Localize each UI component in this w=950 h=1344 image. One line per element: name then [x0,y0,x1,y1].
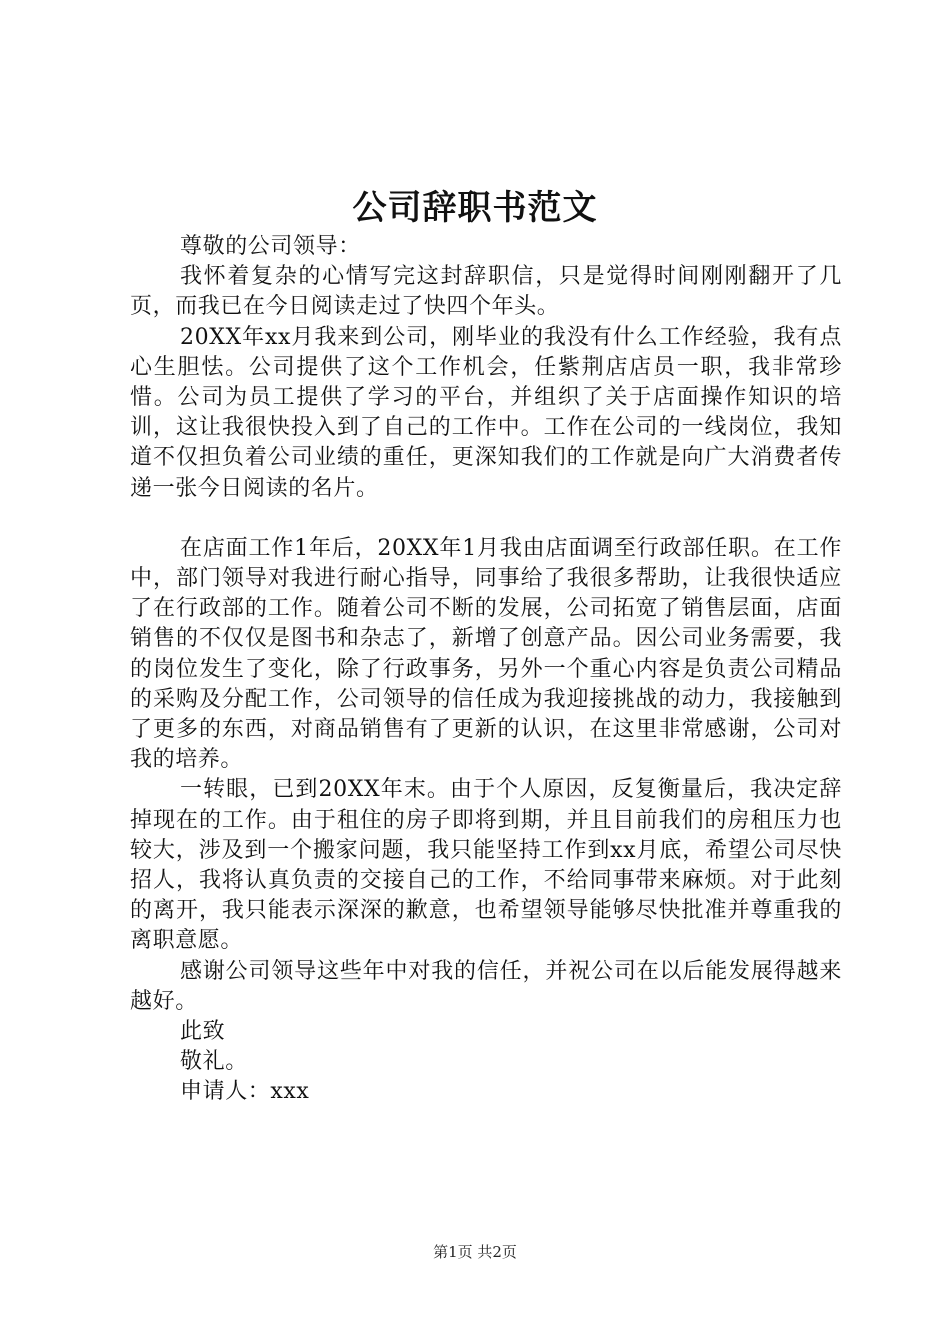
paragraph-thanks: 感谢公司领导这些年中对我的信任，并祝公司在以后能发展得越来越好。 [130,958,842,1014]
document-title: 公司辞职书范文 [352,188,598,228]
salutation: 尊敬的公司领导： [180,234,361,259]
closing-jingli: 敬礼。 [180,1049,248,1075]
paragraph-joining: 20XX年xx月我来到公司，刚毕业的我没有什么工作经验，我有点心生胆怯。公司提供了这个工作机会，任紫荆店店员一职，我非常珍惜。公司为员工提供了学习的平台，并组织了关于店面操作知识的培训，这让我很快投入到了自己的工作中。工作在公司的一线岗位，我知道不仅担负着公司业绩的重任，更深知我们的工作就是向广大消费者传递一张今日阅读的名片。 [130,324,842,501]
closing-cizhi: 此致 [180,1019,226,1045]
paragraph-resignation: 一转眼，已到20XX年末。由于个人原因，反复衡量后，我决定辞掉现在的工作。由于租住的房子即将到期，并且目前我们的房租压力也较大，涉及到一个搬家问题，我只能坚持工作到xx月底，希望公司尽快招人，我将认真负责的交接自己的工作，不给同事带来麻烦。对于此刻的离开，我只能表示深深的歉意，也希望领导能够尽快批准并尊重我的离职意愿。 [130,777,842,954]
applicant-signature: 申请人：xxx [180,1079,310,1105]
paragraph-intro: 我怀着复杂的心情写完这封辞职信，只是觉得时间刚刚翻开了几页，而我已在今日阅读走过了快四个年头。 [130,264,842,320]
letter-body [130,232,842,1108]
paragraph-transfer: 在店面工作1年后，20XX年1月我由店面调至行政部任职。在工作中，部门领导对我进行耐心指导，同事给了我很多帮助，让我很快适应了在行政部的工作。随着公司不断的发展，公司拓宽了销售层面，店面销售的不仅仅是图书和杂志了，新增了创意产品。因公司业务需要，我的岗位发生了变化，除了行政事务，另外一个重心内容是负责公司精品的采购及分配工作，公司领导的信任成为我迎接挑战的动力，我接触到了更多的东西，对商品销售有了更新的认识，在这里非常感谢，公司对我的培养。 [130,535,842,773]
page-footer: 第1页 共2页 [433,1243,517,1261]
